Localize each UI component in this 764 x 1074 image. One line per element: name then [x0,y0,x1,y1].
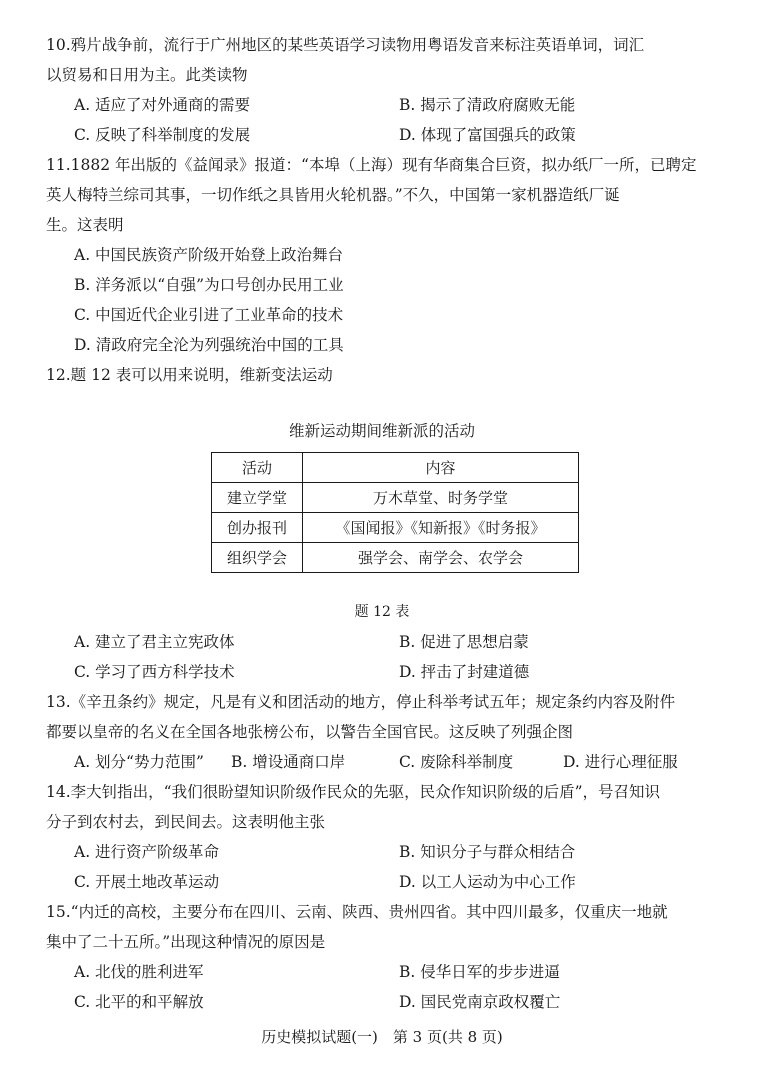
q15-option-d: D. 国民党南京政权覆亡 [399,993,561,1011]
q13-stem-line-1: 13.《辛丑条约》规定，凡是有义和团活动的地方，停止科举考试五年；规定条约内容及附件 [46,693,676,711]
table-caption: 题 12 表 [354,604,410,620]
q10-option-a: A. 适应了对外通商的需要 [74,96,251,114]
q11-stem-line-1: 11.1882 年出版的《益闻录》报道：“本埠（上海）现有华商集合巨资，拟办纸厂一所，已聘定 [46,156,697,174]
q10-option-b: B. 揭示了清政府腐败无能 [399,96,576,114]
q14-option-a: A. 进行资产阶级革命 [74,843,220,861]
q12-option-c: C. 学习了西方科学技术 [74,663,235,681]
q15-stem-line-2: 集中了二十五所。”出现这种情况的原因是 [46,933,326,951]
q12-option-b: B. 促进了思想启蒙 [399,633,529,651]
table-title: 维新运动期间维新派的活动 [288,422,475,440]
table-row [212,483,579,513]
q13-option-d: D. 进行心理征服 [563,753,678,771]
q13-option-c: C. 废除科举制度 [399,753,514,771]
table-cell: 创办报刊 [212,513,303,543]
q11-option-c: C. 中国近代企业引进了工业革命的技术 [74,306,344,324]
table-cell: 《国闻报》《知新报》《时务报》 [303,513,579,543]
q15-option-b: B. 侵华日军的步步进逼 [399,963,560,981]
q11-option-a: A. 中国民族资产阶级开始登上政治舞台 [74,246,344,264]
table-header-row [212,453,579,483]
table-row [212,543,579,573]
q11-stem-line-3: 生。这表明 [46,216,124,234]
q14-option-d: D. 以工人运动为中心工作 [399,873,576,891]
page-footer: 历史模拟试题(一) 第 3 页(共 8 页) [261,1028,503,1046]
q13-stem-line-2: 都要以皇帝的名义在全国各地张榜公布，以警告全国官民。这反映了列强企图 [46,723,574,741]
q12-option-d: D. 抨击了封建道德 [399,663,530,681]
table-cell: 组织学会 [212,543,303,573]
q10-stem-line-2: 以贸易和日用为主。此类读物 [46,66,248,84]
q10-stem-line-1: 10.鸦片战争前，流行于广州地区的某些英语学习读物用粤语发音来标注英语单词，词汇 [46,36,645,54]
table-row [212,513,579,543]
q10-option-d: D. 体现了富国强兵的政策 [399,126,576,144]
table-cell: 强学会、南学会、农学会 [303,543,579,573]
q15-option-a: A. 北伐的胜利进军 [74,963,204,981]
activities-table [211,452,579,573]
table-cell: 万木草堂、时务学堂 [303,483,579,513]
q10-option-c: C. 反映了科举制度的发展 [74,126,251,144]
table-header-activity: 活动 [212,453,303,483]
table-header-content: 内容 [303,453,579,483]
q12-stem: 12.题 12 表可以用来说明，维新变法运动 [46,366,333,384]
q11-option-b: B. 洋务派以“自强”为口号创办民用工业 [74,276,344,294]
q14-option-c: C. 开展土地改革运动 [74,873,220,891]
q11-option-d: D. 清政府完全沦为列强统治中国的工具 [74,336,344,354]
q11-stem-line-2: 英人梅特兰综司其事，一切作纸之具皆用火轮机器。”不久，中国第一家机器造纸厂诞 [46,186,620,204]
q15-stem-line-1: 15.“内迁的高校，主要分布在四川、云南、陕西、贵州四省。其中四川最多，仅重庆一地就 [46,903,668,921]
q14-option-b: B. 知识分子与群众相结合 [399,843,576,861]
q15-option-c: C. 北平的和平解放 [74,993,204,1011]
q12-option-a: A. 建立了君主立宪政体 [74,633,235,651]
q14-stem-line-2: 分子到农村去，到民间去。这表明他主张 [46,813,326,831]
q14-stem-line-1: 14.李大钊指出，“我们很盼望知识阶级作民众的先驱，民众作知识阶级的后盾”，号召知识 [46,783,661,801]
table-cell: 建立学堂 [212,483,303,513]
q13-option-b: B. 增设通商口岸 [231,753,346,771]
q13-option-a: A. 划分“势力范围” [74,753,204,771]
